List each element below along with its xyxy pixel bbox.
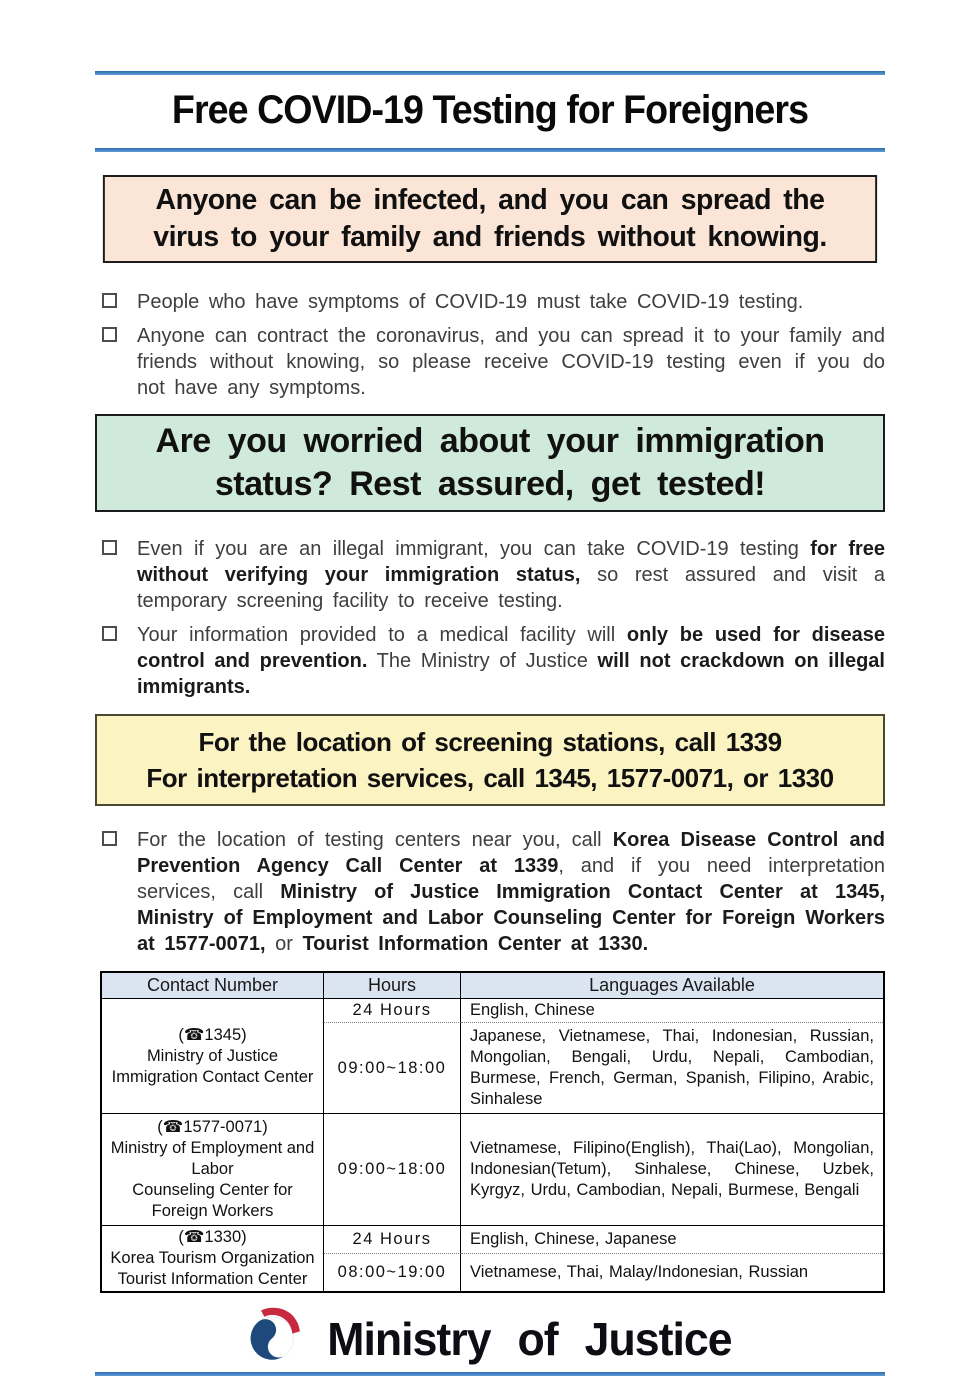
contact-cell [102,1226,324,1291]
checkbox-icon [102,831,117,846]
symptoms-bullet-list [95,289,885,401]
bullet-item [95,622,885,700]
bullet-item [95,536,885,614]
contact-cell [102,1114,324,1226]
checkbox-icon [102,293,117,308]
hours-cell: 24 Hours [324,999,461,1023]
bullet-text-bold: for free without verifying your immigration status, [137,538,886,586]
banner-line: Are you worried about your immigration [155,422,825,460]
contact-table [100,971,885,1293]
languages-cell [461,1023,883,1114]
title-underline-rule [95,148,885,152]
languages-text: Vietnamese, Thai, Malay/Indonesian, Russian [470,1263,809,1281]
checkbox-icon [102,626,117,641]
flyer-content [95,71,885,1370]
bullet-text: so rest assured and visit a temporary screening facility to receive testing. [137,564,885,612]
languages-cell [461,1114,883,1226]
languages-text: English, Chinese, Japanese [470,1230,677,1248]
hours-cell: 08:00~19:00 [324,1254,461,1291]
infection-warning-banner [103,175,877,263]
bullet-text-bold: Ministry of Justice Immigration Contact Center at 1345, [280,881,886,903]
call-centers-bullet-list [95,827,885,957]
bullet-item [95,289,885,315]
bullet-text: Anyone can contract the coronavirus, and you can spread it to your family and friends without knowing, so please receive COVID-19 testing even if you do not have any symptoms. [137,325,885,399]
footer [95,1307,885,1370]
bullet-text: Your information provided to a medical facility will [137,624,627,646]
languages-cell [461,1254,883,1291]
contact-line: (☎1577-0071) [157,1118,268,1136]
contact-line: Immigration Contact Center [111,1067,314,1086]
table-header-cell: Hours [324,973,461,999]
languages-cell [461,1226,883,1254]
contact-cell [102,999,324,1114]
bullet-text-bold: Ministry of Employment and Labor Counseling Center for Foreign Workers at 1577-0071, [137,907,885,955]
bullet-text: or [265,933,303,955]
bullet-text-bold: Tourist Information Center at 1330. [302,933,649,955]
taegeuk-icon [243,1307,301,1370]
checkbox-icon [102,327,117,342]
contact-line: Tourist Information Center [117,1270,308,1288]
bullet-text-bold: only be used for disease control and prevention. [137,624,885,672]
contact-line: Labor [191,1160,234,1178]
hours-cell: 09:00~18:00 [324,1023,461,1114]
table-header-cell: Contact Number [102,973,324,999]
languages-text: Vietnamese, Filipino(English), Thai(Lao), Mongolian, Indonesian(Tetum), Sinhalese, Chinese, Uzbek, Kyrgyz, Urdu, Cambodian, Nepali, Burmese, Bengali [470,1139,874,1199]
hotline-banner [95,714,885,806]
bullet-item [95,323,885,401]
bullet-text-bold: Korea Disease Control and Prevention Agency Call Center at 1339 [137,829,886,877]
table-header-cell: Languages Available [461,973,883,999]
ministry-of-justice-label: Ministry of Justice [326,1312,732,1365]
contact-line: (☎1345) [178,1025,247,1044]
banner-line: For interpretation services, call 1345, 1577-0071, or 1330 [146,763,834,793]
hours-cell: 09:00~18:00 [324,1114,461,1226]
bullet-text: Even if you are an illegal immigrant, you can take COVID-19 testing [137,538,811,560]
bullet-item [95,827,885,957]
contact-line: Ministry of Employment and [110,1139,315,1157]
banner-line: virus to your family and friends without knowing. [153,221,827,253]
hours-cell: 24 Hours [324,1226,461,1254]
immigrant-assurance-bullet-list [95,536,885,700]
languages-cell [461,999,883,1023]
contact-line: (☎1330) [178,1228,247,1246]
bullet-text: The Ministry of Justice [367,650,598,672]
contact-line: Ministry of Justice [146,1046,279,1065]
bottom-rule [95,1372,885,1376]
languages-text: Japanese, Vietnamese, Thai, Indonesian, Russian, Mongolian, Bengali, Urdu, Nepali, Cambodian, Burmese, French, German, Spanish, Filipino, Arabic, Sinhalese [470,1027,874,1108]
immigration-status-banner [95,414,885,512]
bullet-text: People who have symptoms of COVID-19 must take COVID-19 testing. [137,291,804,313]
languages-text: English, Chinese [470,1001,595,1019]
bullet-text: For the location of testing centers near you, call [137,829,613,851]
bullet-text: , and if you need interpretation services, call [137,855,886,903]
bullet-text-bold: will not crackdown on illegal immigrants. [137,650,885,698]
contact-line: Foreign Workers [151,1202,274,1220]
banner-line: For the location of screening stations, call 1339 [198,727,782,757]
banner-line: status? Rest assured, get tested! [214,465,766,503]
contact-line: Korea Tourism Organization [110,1249,315,1267]
banner-line: Anyone can be infected, and you can spread the [155,184,825,216]
checkbox-icon [102,540,117,555]
contact-line: Counseling Center for [132,1181,293,1199]
page-title: Free COVID-19 Testing for Foreigners [171,88,809,132]
